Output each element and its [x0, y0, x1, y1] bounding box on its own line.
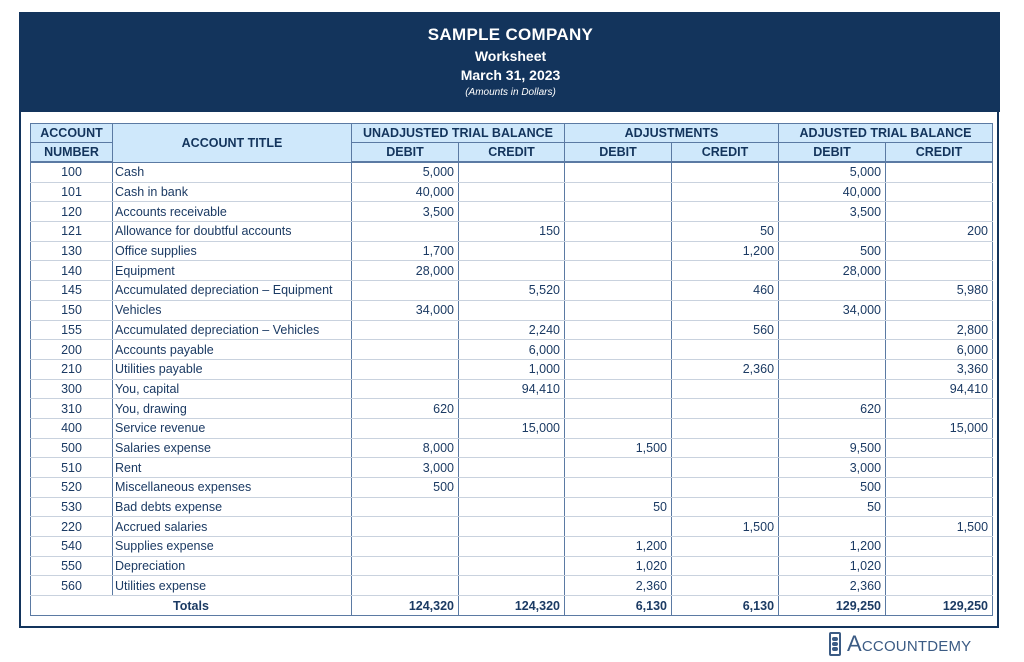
table-row: [31, 281, 993, 301]
cell-utb-credit: 1,000: [459, 359, 565, 379]
cell-account-title: Supplies expense: [113, 537, 352, 557]
cell-utb-credit: [459, 241, 565, 261]
cell-account-title: Service revenue: [113, 418, 352, 438]
cell-utb-credit: 150: [459, 222, 565, 242]
cell-adj-debit: [565, 241, 672, 261]
cell-atb-credit: [886, 399, 993, 419]
group-header-adjusted-trial-balance: ADJUSTED TRIAL BALANCE: [779, 124, 993, 143]
cell-atb-credit: 6,000: [886, 340, 993, 360]
cell-account-title: Miscellaneous expenses: [113, 478, 352, 498]
cell-account-title: Cash: [113, 162, 352, 182]
cell-adj-debit: 50: [565, 497, 672, 517]
col-header-account-number-line2: NUMBER: [31, 143, 113, 163]
cell-utb-debit: [352, 418, 459, 438]
cell-adj-debit: [565, 359, 672, 379]
totals-label: Totals: [31, 596, 352, 616]
cell-adj-credit: [672, 399, 779, 419]
table-row: [31, 576, 993, 596]
table-header: [31, 124, 993, 163]
cell-atb-credit: 5,980: [886, 281, 993, 301]
table-row: [31, 162, 993, 182]
title-banner: [21, 12, 1000, 112]
cell-account-title: Vehicles: [113, 300, 352, 320]
cell-atb-credit: [886, 438, 993, 458]
cell-utb-debit: [352, 517, 459, 537]
total-atb-debit: 129,250: [779, 596, 886, 616]
total-utb-debit: 124,320: [352, 596, 459, 616]
cell-account-title: Accumulated depreciation – Vehicles: [113, 320, 352, 340]
cell-account-number: 550: [31, 556, 113, 576]
table-row: [31, 261, 993, 281]
cell-adj-debit: [565, 320, 672, 340]
cell-adj-debit: [565, 162, 672, 182]
cell-account-number: 530: [31, 497, 113, 517]
cell-utb-debit: [352, 556, 459, 576]
table-row: [31, 497, 993, 517]
cell-account-number: 310: [31, 399, 113, 419]
table-row: [31, 458, 993, 478]
table-row: [31, 182, 993, 202]
col-header-account-title: ACCOUNT TITLE: [113, 124, 352, 163]
cell-atb-debit: 28,000: [779, 261, 886, 281]
cell-account-title: Accrued salaries: [113, 517, 352, 537]
group-header-adjustments: ADJUSTMENTS: [565, 124, 779, 143]
cell-atb-credit: 2,800: [886, 320, 993, 340]
cell-adj-debit: [565, 300, 672, 320]
table-row: [31, 379, 993, 399]
table-body: [31, 162, 993, 596]
statement-date: March 31, 2023: [460, 67, 561, 83]
cell-atb-debit: [779, 379, 886, 399]
cell-atb-debit: 620: [779, 399, 886, 419]
cell-utb-credit: [459, 261, 565, 281]
cell-atb-credit: [886, 478, 993, 498]
cell-atb-debit: 3,000: [779, 458, 886, 478]
cell-adj-credit: [672, 478, 779, 498]
cell-atb-debit: 40,000: [779, 182, 886, 202]
cell-account-title: Utilities payable: [113, 359, 352, 379]
cell-adj-debit: 1,200: [565, 537, 672, 557]
document-title: Worksheet: [474, 48, 547, 64]
cell-account-number: 120: [31, 202, 113, 222]
cell-account-number: 145: [31, 281, 113, 301]
cell-adj-credit: 1,200: [672, 241, 779, 261]
col-header-adj-credit: CREDIT: [672, 143, 779, 163]
cell-utb-debit: [352, 359, 459, 379]
cell-atb-debit: 3,500: [779, 202, 886, 222]
cell-adj-credit: [672, 556, 779, 576]
cell-adj-debit: [565, 478, 672, 498]
company-name: SAMPLE COMPANY: [427, 25, 594, 44]
cell-account-title: Accumulated depreciation – Equipment: [113, 281, 352, 301]
cell-utb-credit: [459, 497, 565, 517]
cell-atb-debit: 50: [779, 497, 886, 517]
worksheet-frame: [19, 12, 999, 628]
cell-utb-credit: 2,240: [459, 320, 565, 340]
cell-atb-credit: [886, 556, 993, 576]
cell-atb-debit: 1,200: [779, 537, 886, 557]
cell-account-number: 220: [31, 517, 113, 537]
cell-account-number: 210: [31, 359, 113, 379]
cell-account-title: Depreciation: [113, 556, 352, 576]
cell-utb-credit: 15,000: [459, 418, 565, 438]
cell-utb-credit: [459, 438, 565, 458]
cell-utb-debit: [352, 497, 459, 517]
cell-utb-credit: [459, 537, 565, 557]
cell-adj-debit: [565, 458, 672, 478]
cell-utb-credit: [459, 162, 565, 182]
total-adj-debit: 6,130: [565, 596, 672, 616]
accountdemy-logo-icon: [829, 632, 841, 656]
col-header-atb-credit: CREDIT: [886, 143, 993, 163]
cell-atb-debit: [779, 418, 886, 438]
table-row: [31, 537, 993, 557]
cell-account-title: You, capital: [113, 379, 352, 399]
cell-atb-credit: [886, 300, 993, 320]
cell-atb-credit: [886, 182, 993, 202]
cell-utb-credit: [459, 182, 565, 202]
cell-account-number: 500: [31, 438, 113, 458]
table-row: [31, 340, 993, 360]
cell-atb-credit: [886, 261, 993, 281]
cell-utb-credit: 5,520: [459, 281, 565, 301]
table-row: [31, 320, 993, 340]
cell-adj-credit: [672, 537, 779, 557]
col-header-adj-debit: DEBIT: [565, 143, 672, 163]
cell-account-title: Accounts payable: [113, 340, 352, 360]
cell-adj-credit: [672, 300, 779, 320]
cell-utb-debit: 620: [352, 399, 459, 419]
cell-account-title: Salaries expense: [113, 438, 352, 458]
cell-utb-debit: [352, 537, 459, 557]
cell-account-title: Cash in bank: [113, 182, 352, 202]
cell-utb-debit: 1,700: [352, 241, 459, 261]
table-row: [31, 359, 993, 379]
cell-utb-credit: [459, 399, 565, 419]
logo-wordmark: Accountdemy: [847, 631, 972, 656]
cell-utb-debit: [352, 379, 459, 399]
table-row: [31, 222, 993, 242]
col-header-account-number-line1: ACCOUNT: [31, 124, 113, 143]
cell-adj-credit: [672, 576, 779, 596]
cell-utb-debit: 40,000: [352, 182, 459, 202]
cell-atb-credit: [886, 162, 993, 182]
cell-adj-credit: 2,360: [672, 359, 779, 379]
cell-atb-debit: 5,000: [779, 162, 886, 182]
cell-utb-credit: 94,410: [459, 379, 565, 399]
cell-atb-debit: 500: [779, 241, 886, 261]
cell-adj-debit: [565, 202, 672, 222]
table-row: [31, 556, 993, 576]
cell-adj-credit: [672, 202, 779, 222]
cell-utb-debit: [352, 281, 459, 301]
cell-utb-debit: [352, 222, 459, 242]
cell-account-number: 560: [31, 576, 113, 596]
accountdemy-logo: [829, 630, 971, 658]
table-row: [31, 399, 993, 419]
cell-adj-debit: [565, 340, 672, 360]
cell-utb-debit: 500: [352, 478, 459, 498]
cell-atb-debit: 34,000: [779, 300, 886, 320]
cell-utb-debit: [352, 340, 459, 360]
table-row: [31, 478, 993, 498]
cell-utb-credit: [459, 576, 565, 596]
cell-utb-debit: [352, 576, 459, 596]
cell-utb-credit: [459, 478, 565, 498]
cell-adj-debit: 1,500: [565, 438, 672, 458]
cell-utb-debit: 3,500: [352, 202, 459, 222]
cell-adj-debit: [565, 418, 672, 438]
cell-account-number: 510: [31, 458, 113, 478]
cell-atb-credit: [886, 497, 993, 517]
table-row: [31, 300, 993, 320]
cell-atb-debit: [779, 517, 886, 537]
total-utb-credit: 124,320: [459, 596, 565, 616]
cell-account-title: Utilities expense: [113, 576, 352, 596]
cell-account-number: 400: [31, 418, 113, 438]
cell-utb-credit: [459, 202, 565, 222]
cell-atb-debit: [779, 320, 886, 340]
cell-account-number: 121: [31, 222, 113, 242]
cell-account-title: Bad debts expense: [113, 497, 352, 517]
cell-utb-debit: 8,000: [352, 438, 459, 458]
cell-atb-debit: 9,500: [779, 438, 886, 458]
cell-account-title: You, drawing: [113, 399, 352, 419]
cell-atb-credit: 15,000: [886, 418, 993, 438]
cell-account-title: Office supplies: [113, 241, 352, 261]
cell-account-number: 150: [31, 300, 113, 320]
cell-atb-debit: [779, 340, 886, 360]
cell-atb-debit: 2,360: [779, 576, 886, 596]
cell-adj-credit: [672, 162, 779, 182]
cell-atb-credit: [886, 576, 993, 596]
cell-adj-credit: [672, 340, 779, 360]
cell-account-number: 155: [31, 320, 113, 340]
cell-atb-debit: [779, 222, 886, 242]
cell-adj-debit: [565, 379, 672, 399]
table-row: [31, 241, 993, 261]
cell-adj-debit: [565, 399, 672, 419]
cell-adj-credit: [672, 261, 779, 281]
cell-adj-debit: [565, 182, 672, 202]
cell-atb-credit: [886, 458, 993, 478]
cell-atb-credit: 3,360: [886, 359, 993, 379]
cell-atb-debit: [779, 281, 886, 301]
worksheet-table-wrapper: [30, 123, 992, 616]
col-header-utb-credit: CREDIT: [459, 143, 565, 163]
cell-atb-credit: [886, 241, 993, 261]
cell-utb-credit: [459, 517, 565, 537]
cell-utb-credit: [459, 556, 565, 576]
group-header-unadjusted-trial-balance: UNADJUSTED TRIAL BALANCE: [352, 124, 565, 143]
cell-account-number: 100: [31, 162, 113, 182]
cell-atb-credit: 200: [886, 222, 993, 242]
cell-adj-credit: [672, 458, 779, 478]
cell-account-title: Allowance for doubtful accounts: [113, 222, 352, 242]
cell-utb-credit: [459, 300, 565, 320]
cell-adj-debit: [565, 281, 672, 301]
cell-atb-credit: [886, 537, 993, 557]
col-header-atb-debit: DEBIT: [779, 143, 886, 163]
cell-atb-credit: 94,410: [886, 379, 993, 399]
table-row: [31, 438, 993, 458]
cell-adj-credit: [672, 418, 779, 438]
table-row: [31, 517, 993, 537]
cell-account-number: 101: [31, 182, 113, 202]
amounts-note: (Amounts in Dollars): [465, 87, 556, 98]
cell-adj-debit: [565, 222, 672, 242]
totals-row: [31, 596, 993, 616]
total-atb-credit: 129,250: [886, 596, 993, 616]
cell-account-title: Equipment: [113, 261, 352, 281]
cell-account-number: 300: [31, 379, 113, 399]
cell-adj-debit: 2,360: [565, 576, 672, 596]
cell-adj-credit: 1,500: [672, 517, 779, 537]
cell-adj-debit: [565, 261, 672, 281]
cell-utb-debit: [352, 320, 459, 340]
cell-adj-credit: [672, 379, 779, 399]
table-row: [31, 202, 993, 222]
cell-utb-debit: 34,000: [352, 300, 459, 320]
cell-utb-debit: 3,000: [352, 458, 459, 478]
cell-adj-credit: 560: [672, 320, 779, 340]
cell-atb-credit: 1,500: [886, 517, 993, 537]
table-row: [31, 418, 993, 438]
worksheet-table: [30, 123, 993, 616]
cell-account-number: 520: [31, 478, 113, 498]
cell-adj-credit: [672, 182, 779, 202]
cell-adj-debit: 1,020: [565, 556, 672, 576]
cell-adj-credit: [672, 497, 779, 517]
cell-account-title: Rent: [113, 458, 352, 478]
total-adj-credit: 6,130: [672, 596, 779, 616]
cell-account-number: 540: [31, 537, 113, 557]
cell-atb-debit: 1,020: [779, 556, 886, 576]
cell-atb-credit: [886, 202, 993, 222]
cell-utb-credit: [459, 458, 565, 478]
col-header-utb-debit: DEBIT: [352, 143, 459, 163]
cell-adj-credit: 460: [672, 281, 779, 301]
cell-account-number: 130: [31, 241, 113, 261]
cell-account-number: 140: [31, 261, 113, 281]
cell-adj-debit: [565, 517, 672, 537]
cell-adj-credit: 50: [672, 222, 779, 242]
cell-atb-debit: [779, 359, 886, 379]
cell-utb-debit: 5,000: [352, 162, 459, 182]
cell-account-number: 200: [31, 340, 113, 360]
cell-adj-credit: [672, 438, 779, 458]
cell-account-title: Accounts receivable: [113, 202, 352, 222]
cell-utb-credit: 6,000: [459, 340, 565, 360]
cell-atb-debit: 500: [779, 478, 886, 498]
cell-utb-debit: 28,000: [352, 261, 459, 281]
